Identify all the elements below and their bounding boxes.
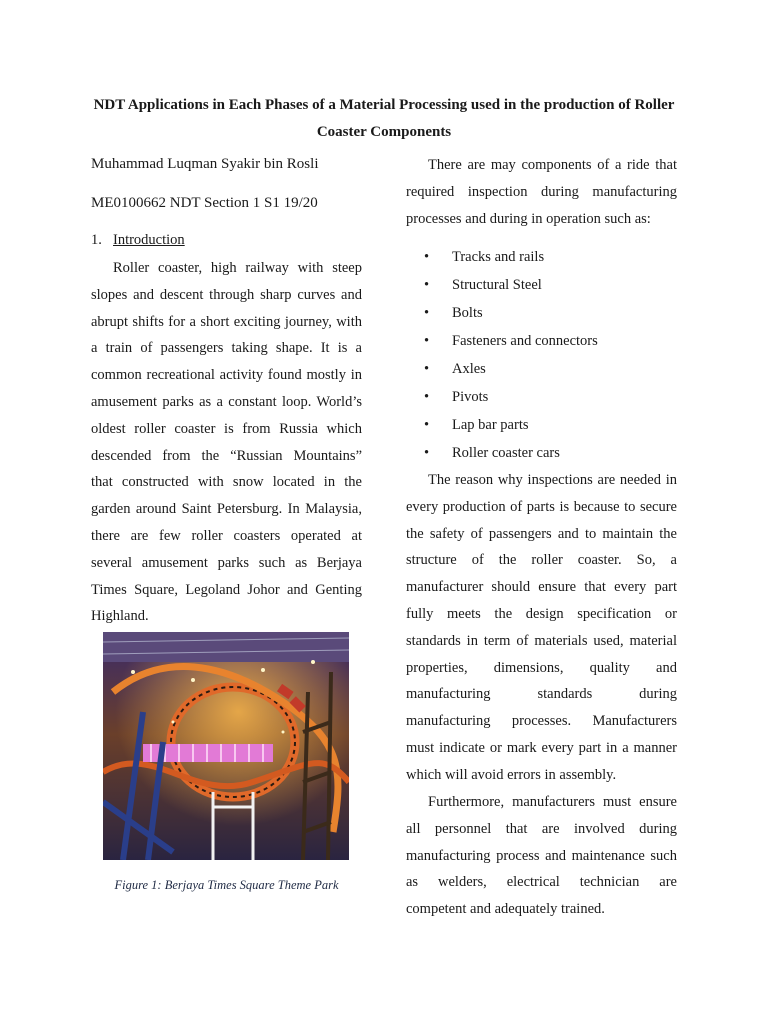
student-id: ME0100662 NDT Section 1 S1 19/20 [91, 195, 318, 211]
list-item: • Structural Steel [424, 274, 598, 302]
list-item: • Axles [424, 358, 598, 386]
further-line: competent and adequately trained. [406, 901, 605, 918]
intro-line: several amusement parks such as Berjaya [91, 554, 362, 571]
reason-line: which will avoid errors in assembly. [406, 766, 617, 783]
right-intro-paragraph [406, 152, 677, 232]
intro-line: amusement parks as a constant loop. World’s [91, 393, 362, 410]
intro-line: there are few roller coasters operated at [91, 527, 362, 544]
intro-line: Roller coaster, high railway with steep [113, 260, 362, 276]
reason-line: the safety of passengers and to maintain the [406, 525, 677, 542]
intro-line: oldest roller coaster is from Russia which [91, 420, 362, 437]
further-line: manufacturing process and maintenance such [406, 847, 677, 864]
right-intro-line: required inspection during manufacturing [406, 183, 677, 200]
right-intro-line: processes and during in operation such as: [406, 210, 651, 227]
reason-line: every production of parts is because to secure [406, 498, 677, 515]
intro-paragraph [91, 255, 362, 630]
author-name: Muhammad Luqman Syakir bin Rosli [91, 156, 319, 172]
further-line: Furthermore, manufacturers must ensure [428, 794, 677, 810]
paper-title [80, 92, 688, 146]
reason-line: manufacturer should ensure that every part [406, 579, 677, 596]
reason-line: structure of the roller coaster. So, a [406, 552, 677, 569]
list-item: • Bolts [424, 302, 598, 330]
intro-line: Times Square, Legoland Johor and Genting [91, 581, 362, 598]
list-item: • Roller coaster cars [424, 442, 598, 470]
intro-line: Highland. [91, 608, 149, 625]
further-paragraph [406, 789, 677, 923]
intro-line: a train of passengers taking shape. It is a [91, 340, 362, 357]
section-heading [91, 229, 185, 251]
intro-line: garden around Saint Petersburg. In Malaysia, [91, 501, 362, 518]
reason-line: standards in term of materials used, material [406, 632, 677, 649]
reason-line: manufacturing processes. Manufacturers [406, 713, 677, 730]
intro-line: slopes and descent through sharp curves and [91, 286, 362, 303]
intro-line: common recreational activity found mostly in [91, 367, 362, 384]
right-intro-line: There are may components of a ride that [428, 157, 677, 173]
section-number: 1. [91, 232, 102, 248]
further-line: all personnel that are involved during [406, 820, 677, 837]
roller-coaster-photo [103, 632, 349, 860]
figure-caption: Figure 1: Berjaya Times Square Theme Park [114, 878, 339, 892]
list-item: • Lap bar parts [424, 414, 598, 442]
components-list [424, 246, 598, 470]
list-item: • Tracks and rails [424, 246, 598, 274]
intro-line: abrupt shifts for a short exciting journey, with [91, 313, 362, 330]
reason-line: The reason why inspections are needed in [428, 472, 677, 488]
reason-line: manufacturing standards during [406, 686, 677, 703]
section-title: Introduction [113, 232, 185, 248]
further-line: as welders, electrical technician are [406, 874, 677, 891]
title-line-1: NDT Applications in Each Phases of a Material Processing used in the production of Roller [93, 97, 675, 113]
reason-line: fully meets the design specification or [406, 605, 677, 622]
list-item: • Pivots [424, 386, 598, 414]
list-item: • Fasteners and connectors [424, 330, 598, 358]
reason-line: must indicate or mark every part in a manner [406, 739, 677, 756]
title-line-2: Coaster Components [316, 124, 452, 140]
intro-line: descended from the “Russian Mountains” [91, 447, 362, 464]
reason-paragraph [406, 467, 677, 789]
reason-line: properties, dimensions, quality and [406, 659, 677, 676]
intro-line: that constructed with snow located in the [91, 474, 362, 491]
